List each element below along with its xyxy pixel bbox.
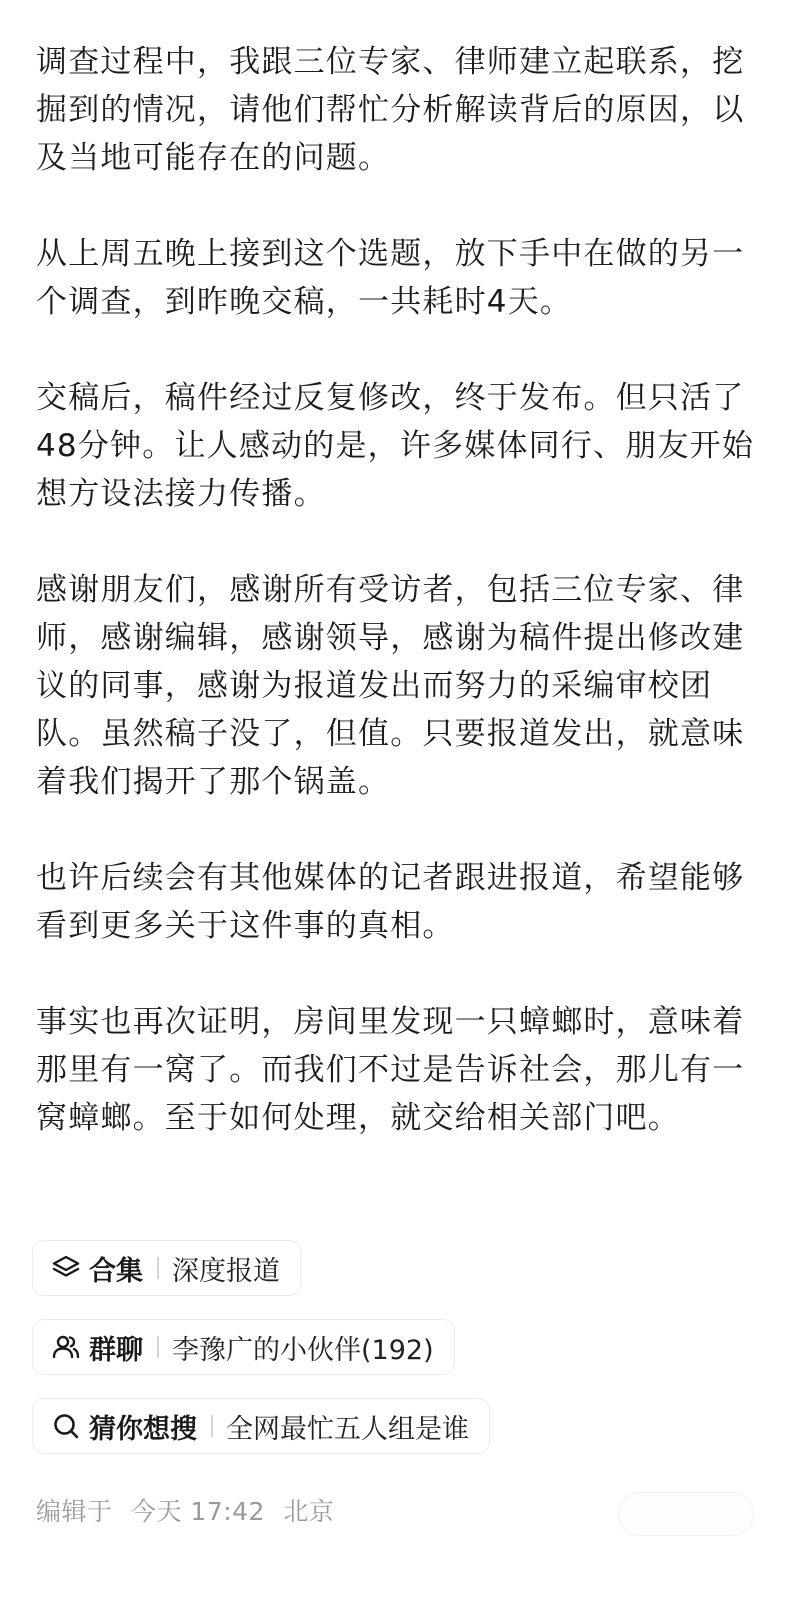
collection-chip-value: 深度报道 <box>172 1255 280 1287</box>
users-icon <box>49 1330 83 1364</box>
edited-time: 今天 17:42 <box>130 1497 265 1526</box>
collection-chip-title: 合集 <box>89 1255 143 1287</box>
group-chat-chip-value: 李豫广的小伙伴(192) <box>172 1334 434 1366</box>
article-paragraph: 事实也再次证明，房间里发现一只蟑螂时，意味着那里有一窝了。而我们不过是告诉社会，那儿有一窝蟑螂。至于如何处理，就交给相关部门吧。 <box>36 1004 745 1136</box>
article-paragraph: 交稿后，稿件经过反复修改，终于发布。但只活了48分钟。让人感动的是，许多媒体同行、朋友开始想方设法接力传播。 <box>36 380 755 512</box>
chip-divider <box>211 1415 213 1437</box>
collection-chip[interactable] <box>32 1240 301 1296</box>
article-body <box>36 38 756 1142</box>
group-chat-chip-title: 群聊 <box>89 1334 143 1366</box>
edited-location: 北京 <box>283 1497 335 1526</box>
article-paragraph: 从上周五晚上接到这个选题，放下手中在做的另一个调查，到昨晚交稿，一共耗时4天。 <box>36 236 745 320</box>
group-chat-chip[interactable] <box>32 1319 455 1375</box>
guess-search-chip-title: 猜你想搜 <box>89 1413 197 1445</box>
search-icon <box>49 1409 83 1443</box>
faded-action-button[interactable] <box>618 1492 754 1536</box>
article-paragraph: 也许后续会有其他媒体的记者跟进报道，希望能够看到更多关于这件事的真相。 <box>36 860 745 944</box>
topic-chips <box>32 1240 490 1477</box>
edited-label: 编辑于 <box>36 1497 113 1526</box>
chip-divider <box>157 1336 159 1358</box>
guess-search-chip[interactable] <box>32 1398 490 1454</box>
article-paragraph: 感谢朋友们，感谢所有受访者，包括三位专家、律师，感谢编辑，感谢领导，感谢为稿件提出修改建议的同事，感谢为报道发出而努力的采编审校团队。虽然稿子没了，但值。只要报道发出，就意味着我们揭开了那个锅盖。 <box>36 572 745 800</box>
edit-info <box>36 1492 344 1528</box>
guess-search-chip-value: 全网最忙五人组是谁 <box>226 1413 469 1445</box>
layers-icon <box>49 1251 83 1285</box>
chip-divider <box>157 1257 159 1279</box>
article-paragraph: 调查过程中，我跟三位专家、律师建立起联系，挖掘到的情况，请他们帮忙分析解读背后的原因，以及当地可能存在的问题。 <box>36 44 745 176</box>
